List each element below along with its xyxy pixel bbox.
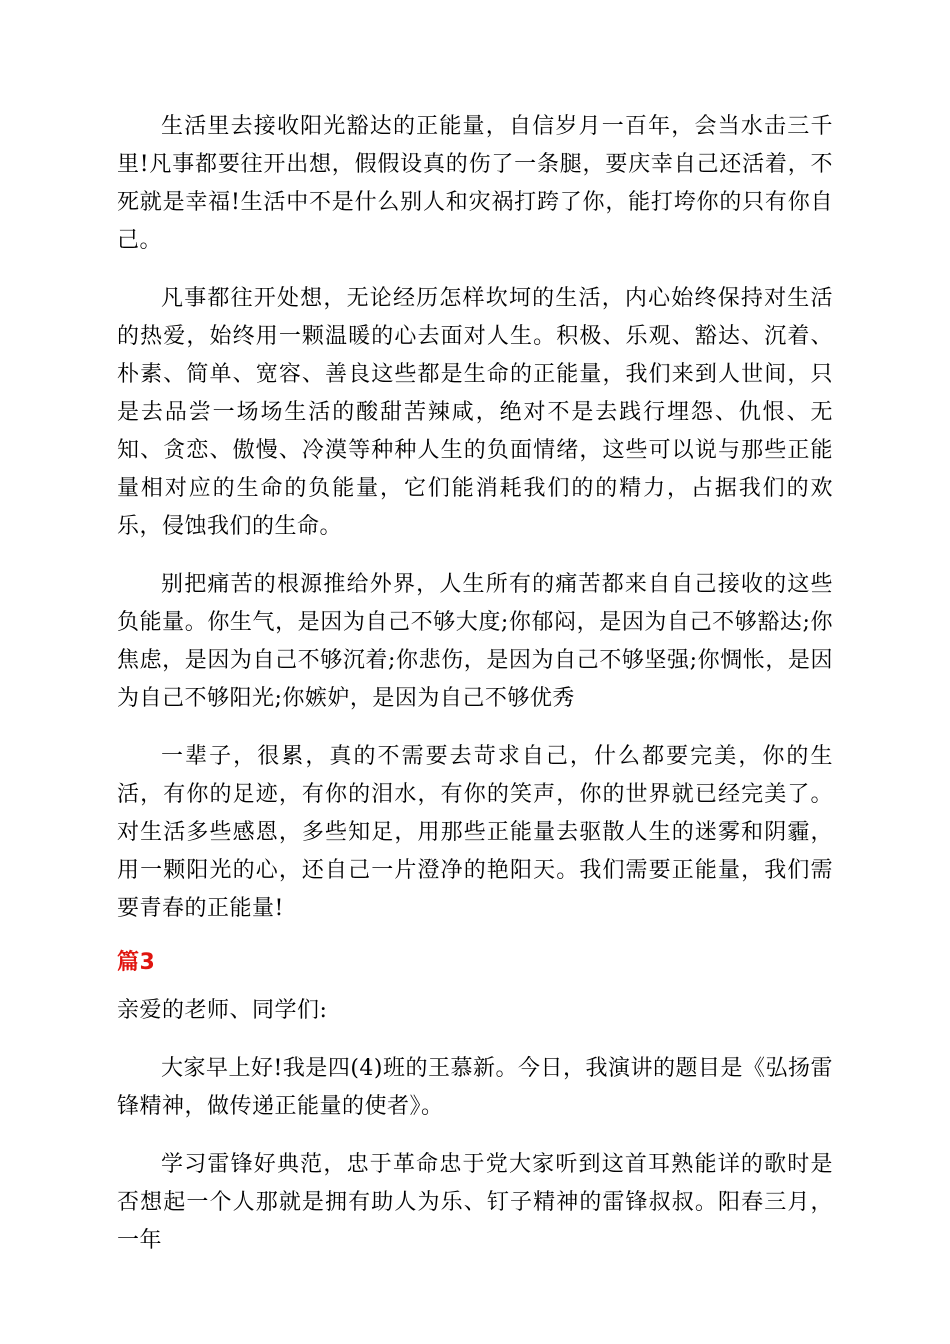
greeting: 亲爱的老师、同学们: xyxy=(117,998,328,1023)
paragraph-6: 学习雷锋好典范，忠于革命忠于党大家听到这首耳熟能详的歌时是否想起一个人那就是拥有助人为乐、钉子精神的雷锋叔叔。阳春三月，一年 xyxy=(117,1152,833,1253)
section-heading: 篇3 xyxy=(117,950,156,975)
paragraph-1: 生活里去接收阳光豁达的正能量，自信岁月一百年，会当水击三千里!凡事都要往开出想，假假设真的伤了一条腿，要庆幸自己还活着，不死就是幸福!生活中不是什么别人和灾祸打跨了你，能打垮你的只有你自己。 xyxy=(117,114,833,253)
paragraph-4: 一辈子，很累，真的不需要去苛求自己，什么都要完美，你的生活，有你的足迹，有你的泪水，有你的笑声，你的世界就已经完美了。对生活多些感恩，多些知足，用那些正能量去驱散人生的迷雾和阴霾，用一颗阳光的心，还自己一片澄净的艳阳天。我们需要正能量，我们需要青春的正能量! xyxy=(117,744,833,921)
paragraph-5: 大家早上好!我是四(4)班的王慕新。今日，我演讲的题目是《弘扬雷锋精神，做传递正能量的使者》。 xyxy=(117,1056,834,1119)
paragraph-2: 凡事都往开处想，无论经历怎样坎坷的生活，内心始终保持对生活的热爱，始终用一颗温暖的心去面对人生。积极、乐观、豁达、沉着、朴素、简单、宽容、善良这些都是生命的正能量，我们来到人世间，只是去品尝一场场生活的酸甜苦辣咸，绝对不是去践行埋怨、仇恨、无知、贪恋、傲慢、冷漠等种种人生的负面情绪，这些可以说与那些正能量相对应的生命的负能量，它们能消耗我们的的精力，占据我们的欢乐，侵蚀我们的生命。 xyxy=(117,286,833,539)
paragraph-3: 别把痛苦的根源推给外界，人生所有的痛苦都来自自己接收的这些负能量。你生气，是因为自己不够大度;你郁闷，是因为自己不够豁达;你焦虑，是因为自己不够沉着;你悲伤，是因为自己不够坚强;你惆怅，是因为自己不够阳光;你嫉妒，是因为自己不够优秀 xyxy=(117,572,833,711)
document-body xyxy=(117,108,833,1280)
